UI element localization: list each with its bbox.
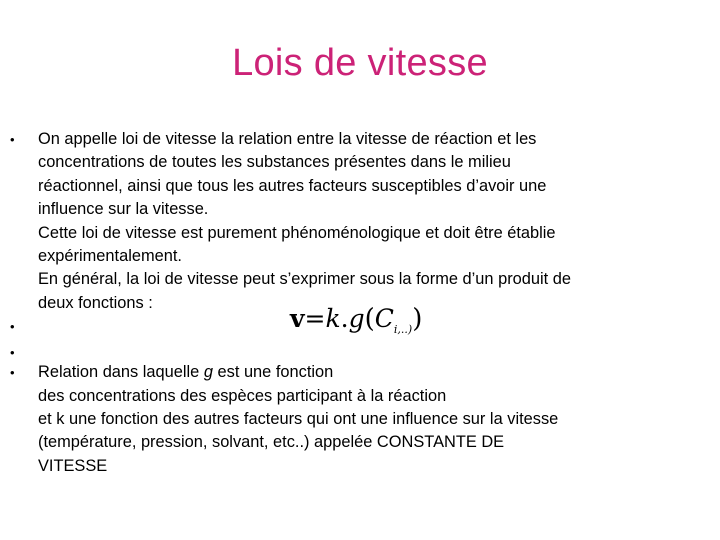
bullet-explanation <box>10 361 710 478</box>
text-line <box>38 361 710 384</box>
text-line: expérimentalement. <box>38 247 182 266</box>
text-line: En général, la loi de vitesse peut s’exprimer sous la forme d’un produit de <box>38 270 571 289</box>
text-fragment: Relation dans laquelle <box>38 363 204 382</box>
formula-dot: . <box>340 304 349 334</box>
formula-k: k <box>325 304 341 334</box>
formula-open-paren: ( <box>364 304 375 335</box>
bullet-definition <box>10 128 710 315</box>
text-line: VITESSE <box>38 456 108 475</box>
slide-title: Lois de vitesse <box>232 42 488 84</box>
text-line: (température, pression, solvant, etc..) appelée CONSTANTE DE <box>38 433 505 452</box>
bullet-list <box>10 128 710 478</box>
text-line: deux fonctions : <box>38 293 153 312</box>
bullet-formula <box>10 304 710 341</box>
formula-v: v <box>290 304 305 334</box>
text-line: Cette loi de vitesse est purement phénoménologique et doit être établie <box>38 223 556 242</box>
rate-law-formula <box>290 304 423 341</box>
bullet-empty <box>10 341 710 359</box>
formula-g: g <box>348 304 365 334</box>
formula-subscript: i,..) <box>393 323 413 337</box>
formula-c: C <box>374 304 394 334</box>
text-line: • On appelle loi de vitesse la relation entre la vitesse de réaction et les <box>38 130 537 148</box>
text-line: et k une fonction des autres facteurs qui ont une influence sur la vitesse <box>38 410 559 429</box>
text-line: des concentrations des espèces participant à la réaction <box>38 386 447 405</box>
text-line: influence sur la vitesse. <box>38 200 209 219</box>
formula-equals: = <box>304 304 326 334</box>
text-line: réactionnel, ainsi que tous les autres facteurs susceptibles d’avoir une <box>38 176 547 195</box>
variable-g: g <box>203 363 213 382</box>
text-line: concentrations de toutes les substances présentes dans le milieu <box>38 153 511 172</box>
formula-close-paren: ) <box>412 304 423 335</box>
text-fragment: est une fonction <box>212 363 334 382</box>
